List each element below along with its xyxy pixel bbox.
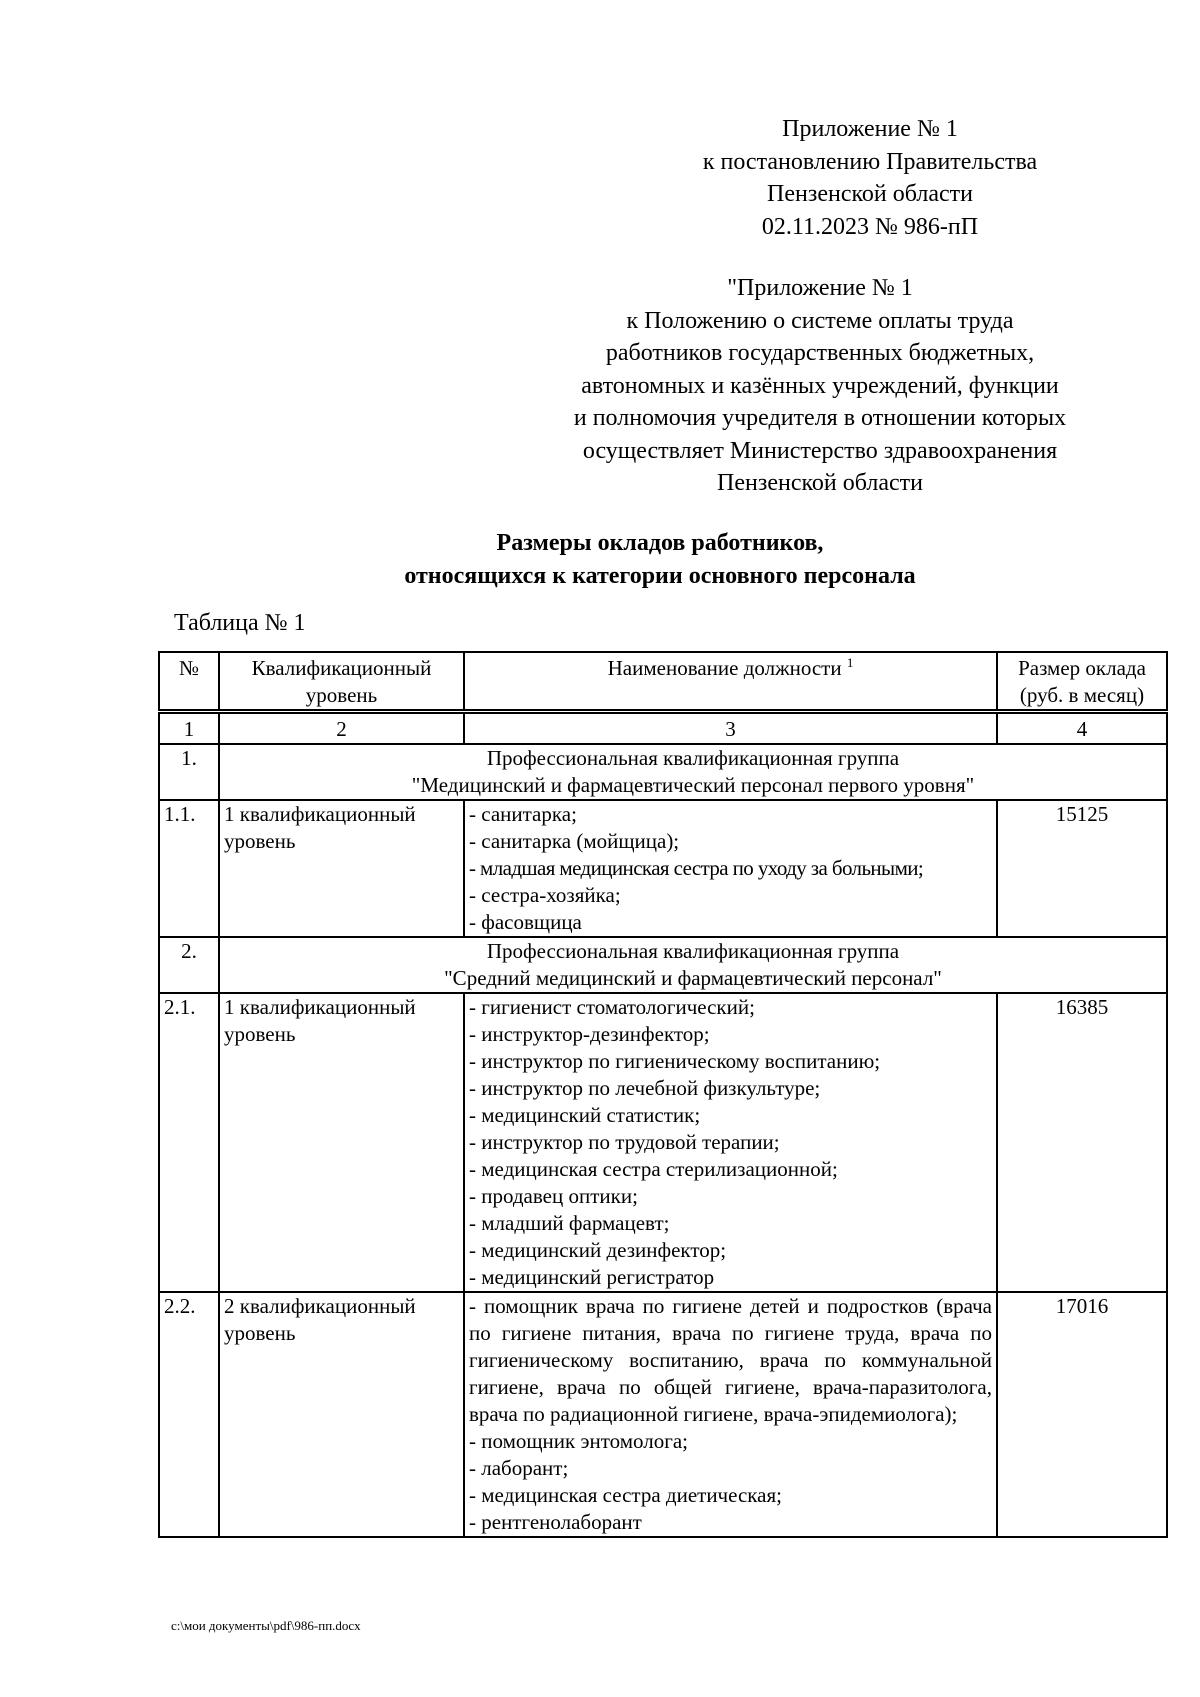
group-num: 2. xyxy=(159,937,219,993)
position-item: - сестра-хозяйка; xyxy=(469,883,621,907)
position-item: - медицинский статистик; xyxy=(469,1103,701,1127)
row-salary: 17016 xyxy=(997,1292,1167,1537)
appendix-1-line: к постановлению Правительства xyxy=(702,148,1038,175)
appendix-2-line: Пензенской области xyxy=(717,470,923,496)
row-salary: 15125 xyxy=(997,800,1167,937)
position-item: - лаборант; xyxy=(469,1456,569,1480)
document-title-line-1: Размеры окладов работников, xyxy=(496,530,824,556)
position-item: - младший фармацевт; xyxy=(469,1211,670,1235)
row-salary: 16385 xyxy=(997,993,1167,1292)
position-item: - продавец оптики; xyxy=(469,1184,638,1208)
position-item: - инструктор-дезинфектор; xyxy=(469,1022,710,1046)
appendix-1-line: 02.11.2023 № 986-пП xyxy=(761,213,979,240)
appendix-2-line: осуществляет Министерство здравоохранения xyxy=(582,437,1058,464)
group-num: 1. xyxy=(159,744,219,800)
appendix-1-line: Приложение № 1 xyxy=(782,116,958,142)
row-num: 1.1. xyxy=(159,800,219,937)
group-title-line: "Медицинский и фармацевтический персонал первого уровня" xyxy=(411,773,975,797)
group-title-line: "Средний медицинский и фармацевтический персонал" xyxy=(444,966,942,990)
position-item: - помощник энтомолога; xyxy=(469,1429,688,1453)
position-item: - младшая медицинская сестра по уходу за больными; xyxy=(469,856,924,880)
table-header-row xyxy=(159,652,1167,712)
group-title xyxy=(219,744,1167,800)
position-item: - гигиенист стоматологический; xyxy=(469,995,755,1019)
header-salary: Размер оклада (руб. в месяц) xyxy=(997,652,1167,712)
position-item: - медицинский регистратор xyxy=(469,1265,715,1289)
group-row xyxy=(159,937,1167,993)
position-item: - медицинский дезинфектор; xyxy=(469,1238,727,1262)
position-item: - инструктор по гигиеническому воспитанию; xyxy=(469,1049,881,1073)
group-title-line: Профессиональная квалификационная группа xyxy=(486,746,900,770)
position-item: - санитарка (мойщица); xyxy=(469,829,680,853)
appendix-2-line: к Положению о системе оплаты труда xyxy=(626,307,1014,334)
salary-table xyxy=(158,651,1168,1538)
appendix-2-line: автономных и казённых учреждений, функции xyxy=(581,372,1059,399)
table-row xyxy=(159,800,1167,937)
row-num: 2.1. xyxy=(159,993,219,1292)
row-positions xyxy=(464,993,997,1292)
position-paragraph: - помощник врача по гигиене детей и подростков (врача по гигиене питания, врача по гигиене труда, врача по гигиеническому воспитанию, врача по коммунальной гигиене, врача по общей гигиене, врача-паразитолога, врача по радиационной гигиене, врача-эпидемиолога); xyxy=(469,1294,992,1426)
position-item: - фасовщица xyxy=(469,910,582,934)
row-level: 1 квалификационный уровень xyxy=(219,800,464,937)
column-number: 4 xyxy=(997,712,1167,745)
header-num: № xyxy=(159,652,219,712)
appendix-2-line: и полномочия учредителя в отношении которых xyxy=(573,405,1067,431)
group-title xyxy=(219,937,1167,993)
row-positions xyxy=(464,800,997,937)
table-caption: Таблица № 1 xyxy=(174,610,306,636)
position-item: - инструктор по трудовой терапии; xyxy=(469,1130,780,1154)
column-number: 3 xyxy=(464,712,997,745)
row-num: 2.2. xyxy=(159,1292,219,1537)
position-item: - рентгенолаборант xyxy=(469,1510,642,1534)
header-level: Квалификационный уровень xyxy=(219,652,464,712)
row-level: 1 квалификационный уровень xyxy=(219,993,464,1292)
appendix-1-header xyxy=(640,113,1100,243)
header-position xyxy=(464,652,997,712)
row-level: 2 квалификационный уровень xyxy=(219,1292,464,1537)
column-number: 1 xyxy=(159,712,219,745)
footer-file-path: c:\мои документы\pdf\986-пп.docx xyxy=(171,1618,361,1633)
group-row xyxy=(159,744,1167,800)
document-title-line-2: относящихся к категории основного персонала xyxy=(404,563,916,589)
group-title-line: Профессиональная квалификационная группа xyxy=(486,939,900,963)
appendix-2-line: работников государственных бюджетных, xyxy=(605,340,1035,366)
position-item: - инструктор по лечебной физкультуре; xyxy=(469,1076,821,1100)
column-number: 2 xyxy=(219,712,464,745)
document-title xyxy=(300,527,1020,593)
table-row xyxy=(159,1292,1167,1537)
appendix-1-line: Пензенской области xyxy=(767,181,973,207)
position-item: - санитарка; xyxy=(469,802,577,826)
header-position-text: Наименование должности xyxy=(607,656,842,680)
appendix-to-regulation-header xyxy=(520,272,1120,500)
footnote-marker: 1 xyxy=(846,655,854,670)
row-positions xyxy=(464,1292,997,1537)
appendix-2-line: "Приложение № 1 xyxy=(727,275,913,301)
position-item: - медицинская сестра стерилизационной; xyxy=(469,1157,838,1181)
position-item: - медицинская сестра диетическая; xyxy=(469,1483,782,1507)
table-row xyxy=(159,993,1167,1292)
column-number-row xyxy=(159,712,1167,745)
